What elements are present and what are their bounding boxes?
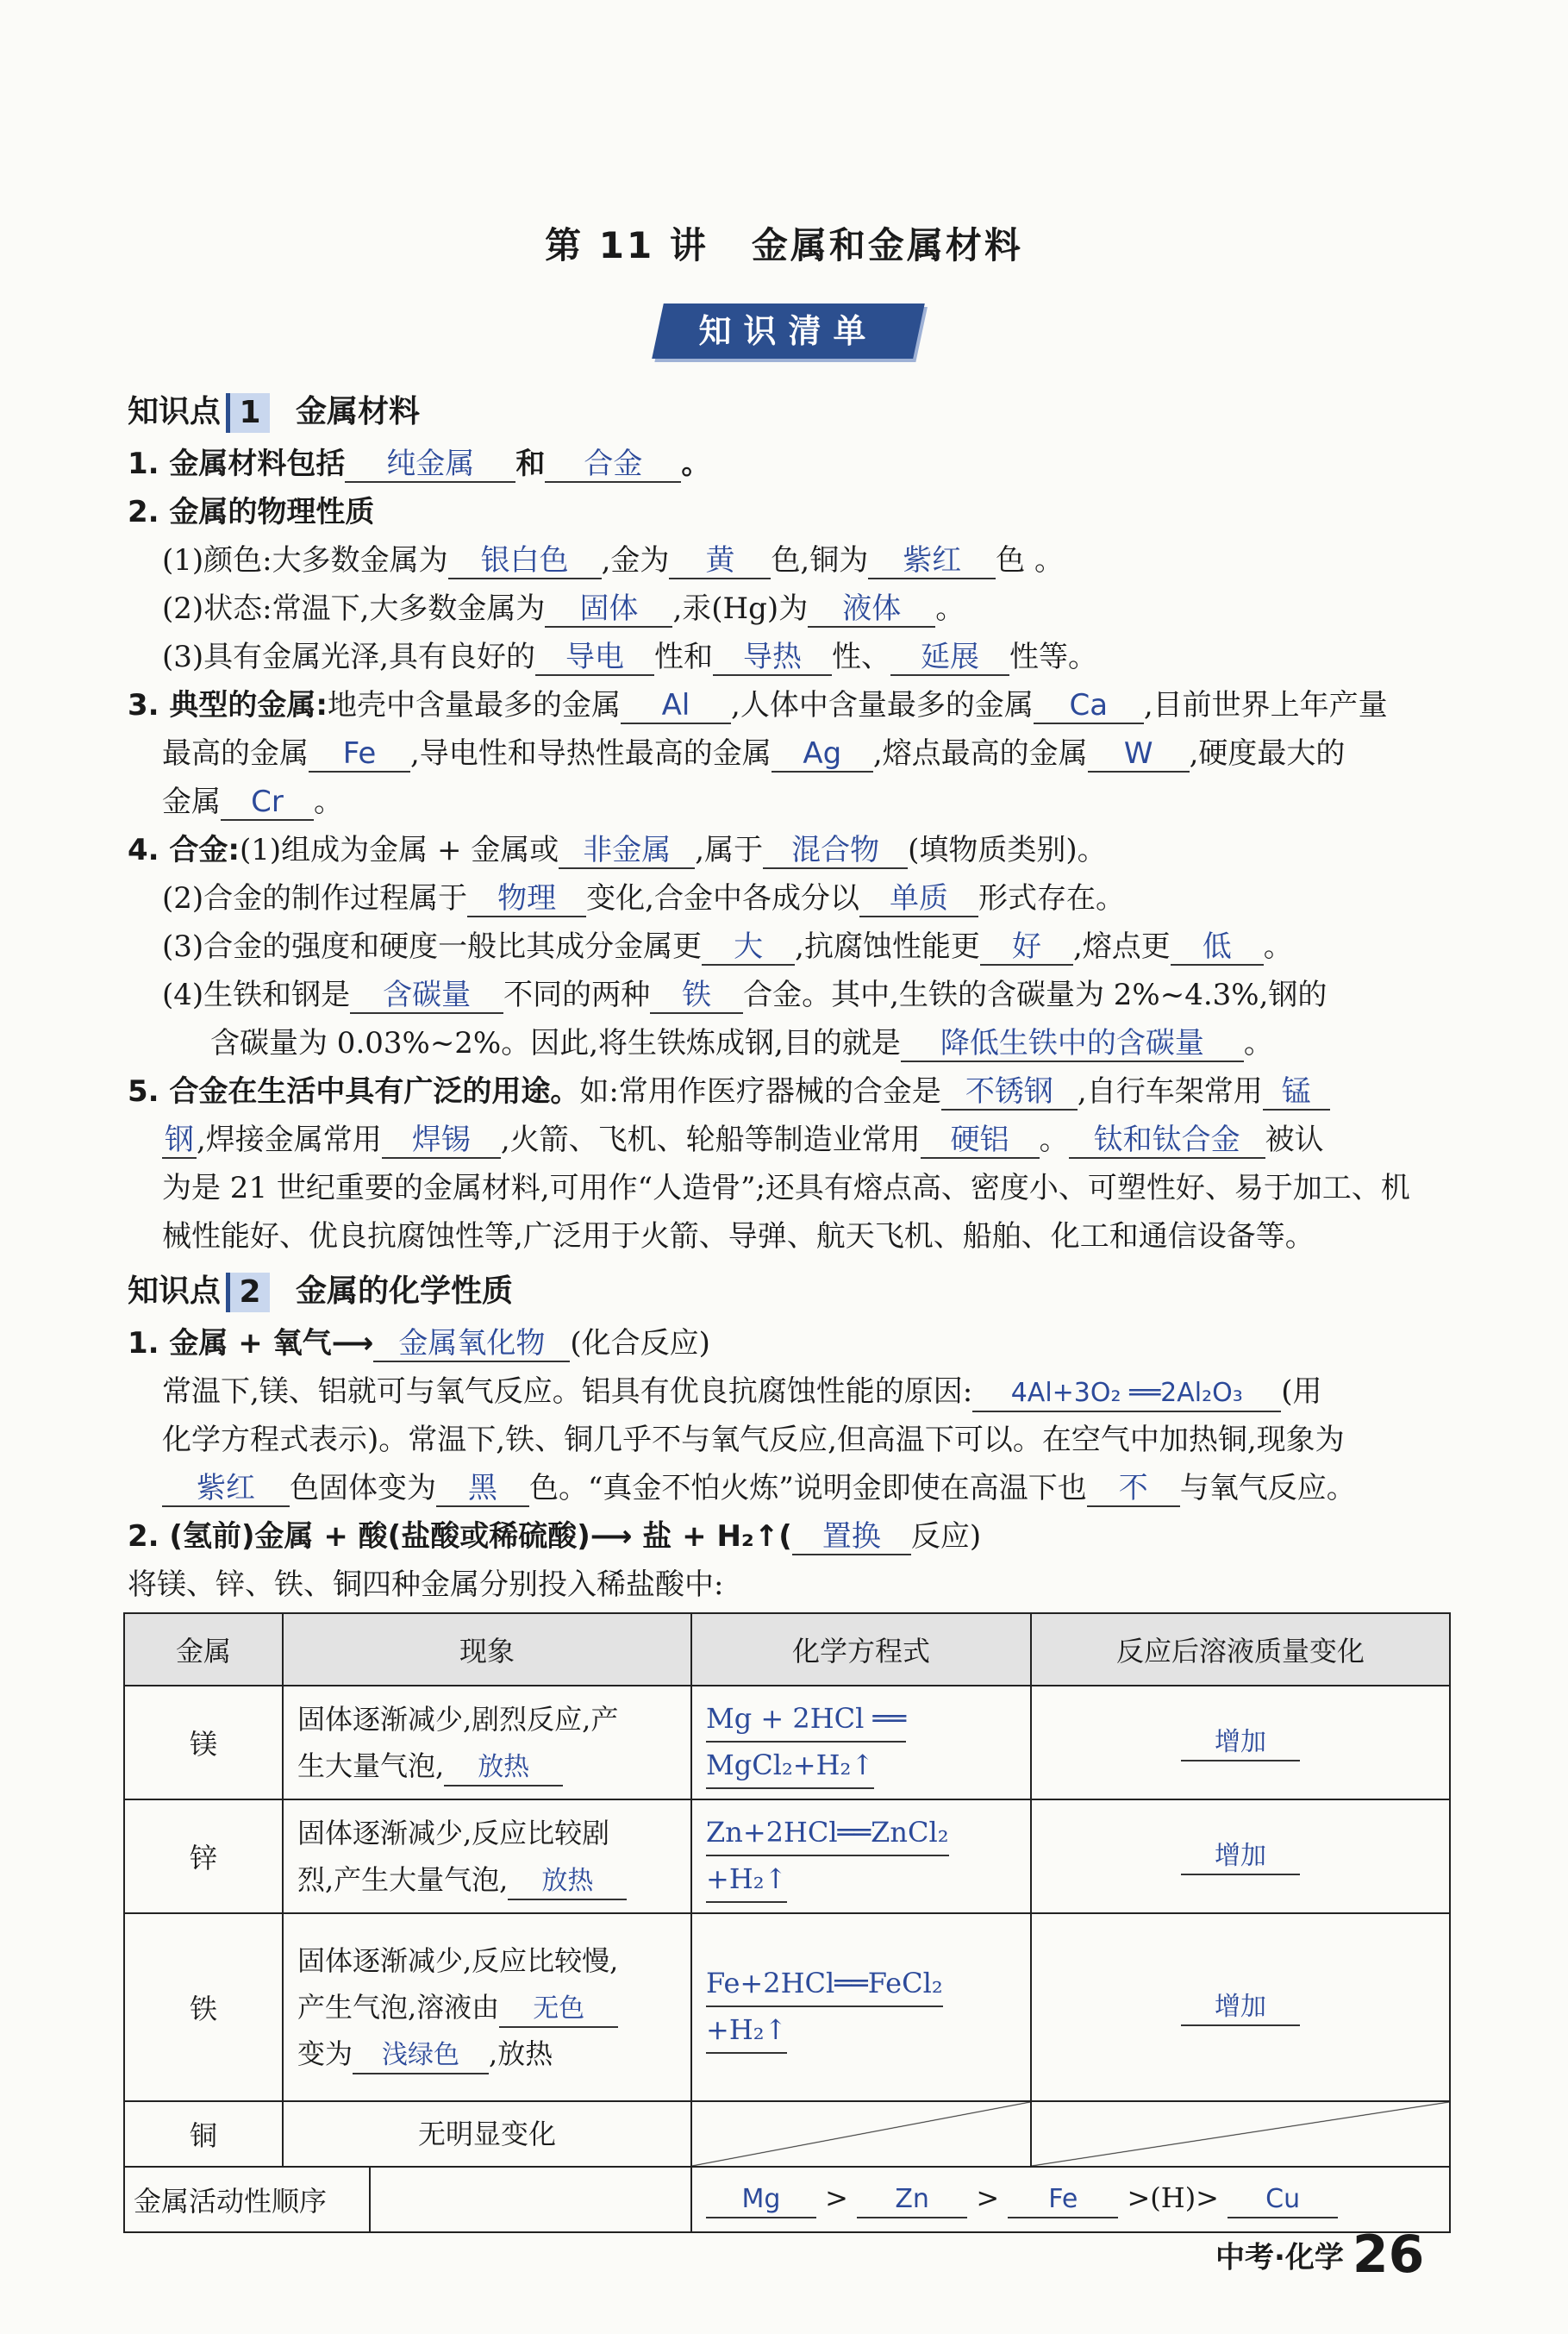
item-5-line-1: 5. 合金在生活中具有广泛的用途。如:常用作医疗器械的合金是 不锈钢 ,自行车架常用 锰 — [128, 1067, 1455, 1116]
cell-metal: 镁 — [124, 1686, 283, 1799]
item-4-line-3: (3)合金的强度和硬度一般比其成分金属更 大 ,抗腐蚀性能更 好 ,熔点更 低 。 — [162, 929, 1293, 964]
cell-metal: 铁 — [124, 1913, 283, 2101]
chem-item-2: 2. (氢前)金属 + 酸(盐酸或稀硫酸)⟶ 盐 + H₂↑( 置换 反应) — [128, 1519, 982, 1554]
main-content — [128, 381, 1455, 1609]
item-5-line-2: 钢,焊接金属常用 焊锡 ,火箭、飞机、轮船等制造业常用 硬铝 。 钛和钛合金 被认 — [128, 1116, 1455, 1164]
table-header-row — [124, 1613, 1450, 1686]
item-5-line-3: 为是 21 世纪重要的金属材料,可用作“人造骨”;还具有熔点高、密度小、可塑性好、易于加工、机 — [162, 1171, 1410, 1205]
section-banner: 知识清单 — [652, 303, 925, 359]
item-2-3: (3)具有金属光泽,具有良好的 导电 性和 导热 性、 延展 性等。 — [162, 640, 1097, 674]
page-footer: 中考·化学 26 — [1215, 2224, 1425, 2285]
chem-item-3: 将镁、锌、铁、铜四种金属分别投入稀盐酸中: — [128, 1567, 724, 1602]
activity-order-label-cell: 金属活动性顺序 — [124, 2167, 691, 2232]
reaction-table — [123, 1612, 1451, 2233]
col-phenomenon: 现象 — [283, 1613, 691, 1686]
chem-item-1-line-4: 紫红 色固体变为 黑 色。“真金不怕火炼”说明金即使在高温下也 不 与氧气反应。 — [128, 1464, 1455, 1512]
item-4-line-5: 含碳量为 0.03%~2%。因此,将生铁炼成钢,目的就是 降低生铁中的含碳量 。 — [210, 1026, 1273, 1061]
chem-item-1-line-2: 常温下,镁、铝就可与氧气反应。铝具有优良抗腐蚀性能的原因: 4Al+3O₂ ══2Al₂O₃ (用 — [128, 1367, 1455, 1416]
cell-empty-diagonal — [691, 2101, 1031, 2167]
chem-item-1-line-3: 化学方程式表示)。常温下,铁、铜几乎不与氧气反应,但高温下可以。在空气中加热铜,现象为 — [162, 1423, 1345, 1457]
cell-phenomenon: 固体逐渐减少,反应比较剧 烈,产生大量气泡, 放热 — [283, 1799, 691, 1913]
item-5-line-4: 械性能好、优良抗腐蚀性等,广泛用于火箭、导弹、航天飞机、船舶、化工和通信设备等。 — [162, 1219, 1315, 1254]
cell-mass-change: 增加 — [1031, 1799, 1450, 1913]
item-4-line-4: (4)生铁和钢是 含碳量 不同的两种 铁 合金。其中,生铁的含碳量为 2%~4.3%,钢的 — [162, 978, 1327, 1012]
item-4-line-2: (2)合金的制作过程属于 物理 变化,合金中各成分以 单质 形式存在。 — [162, 881, 1125, 916]
item-3-line-3: 金属 Cr 。 — [162, 785, 343, 819]
item-4-line-1: 4. 合金:(1)组成为金属 + 金属或 非金属 ,属于 混合物 (填物质类别)。 — [128, 833, 1107, 867]
chem-item-1-line-1: 1. 金属 + 氧气⟶ 金属氧化物 (化合反应) — [128, 1326, 710, 1361]
cell-mass-change: 增加 — [1031, 1686, 1450, 1799]
table-row — [124, 1799, 1450, 1913]
knowledge-point-2: 知识点 2 金属的化学性质 — [128, 1264, 1455, 1319]
col-metal: 金属 — [124, 1613, 283, 1686]
item-3-line-1: 3. 典型的金属:地壳中含量最多的金属 Al ,人体中含量最多的金属 Ca ,目前世界上年产量 — [128, 688, 1388, 723]
knowledge-point-1: 知识点 1 金属材料 — [128, 385, 1455, 440]
page-number: 26 — [1352, 2224, 1425, 2285]
table-row — [124, 2101, 1450, 2167]
item-1: 1. 金属材料包括 纯金属 和 合金 。 — [128, 447, 711, 481]
item-2-heading: 2. 金属的物理性质 — [128, 495, 375, 529]
activity-order-row — [124, 2167, 1450, 2232]
item-3-line-2: 最高的金属 Fe ,导电性和导热性最高的金属 Ag ,熔点最高的金属 W ,硬度最大的 — [162, 736, 1346, 771]
activity-order-cell: Mg > Zn > Fe >(H)> Cu — [691, 2167, 1450, 2232]
cell-metal: 铜 — [124, 2101, 283, 2167]
cell-empty-diagonal — [1031, 2101, 1450, 2167]
cell-equation: Fe+2HCl══FeCl₂ +H₂↑ — [691, 1913, 1031, 2101]
col-equation: 化学方程式 — [691, 1613, 1031, 1686]
item-2-1: (1)颜色:大多数金属为 银白色 ,金为 黄 色,铜为 紫红 色 。 — [162, 543, 1065, 578]
cell-metal: 锌 — [124, 1799, 283, 1913]
col-mass-change: 反应后溶液质量变化 — [1031, 1613, 1450, 1686]
item-2-2: (2)状态:常温下,大多数金属为 固体 ,汞(Hg)为 液体 。 — [162, 591, 965, 626]
cell-phenomenon: 无明显变化 — [283, 2101, 691, 2167]
cell-mass-change: 增加 — [1031, 1913, 1450, 2101]
table-row — [124, 1686, 1450, 1799]
cell-phenomenon: 固体逐渐减少,剧烈反应,产 生大量气泡, 放热 — [283, 1686, 691, 1799]
page-title: 第 11 讲 金属和金属材料 — [545, 224, 1023, 266]
cell-equation: Zn+2HCl══ZnCl₂ +H₂↑ — [691, 1799, 1031, 1913]
cell-phenomenon: 固体逐渐减少,反应比较慢, 产生气泡,溶液由 无色 变为 浅绿色 ,放热 — [283, 1913, 691, 2101]
cell-equation: Mg + 2HCl ══ MgCl₂+H₂↑ — [691, 1686, 1031, 1799]
table-row — [124, 1913, 1450, 2101]
